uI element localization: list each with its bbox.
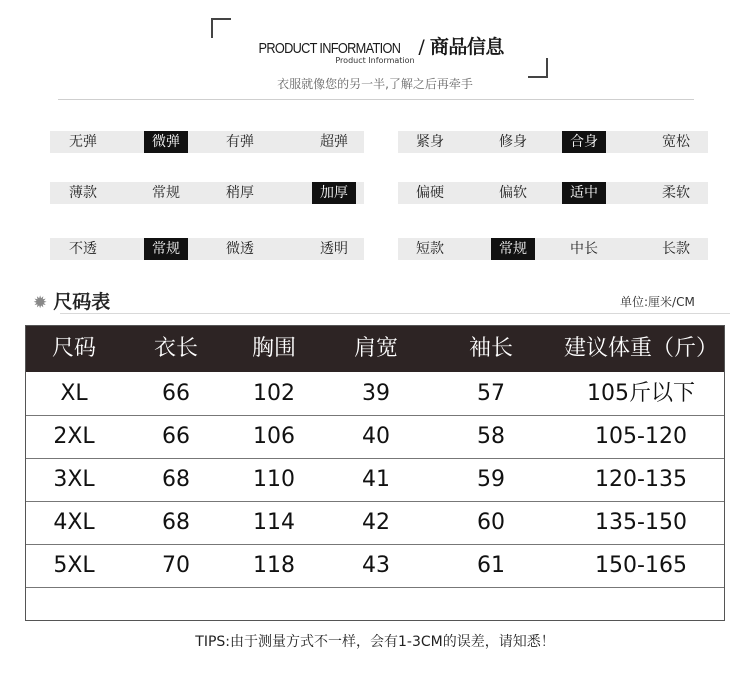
table-cell: 2XL	[53, 424, 95, 449]
attribute-option: 偏软	[499, 185, 527, 201]
size-chart-heading	[33, 287, 110, 314]
attribute-row-right	[0, 238, 750, 260]
table-cell: 105-120	[595, 424, 687, 449]
table-cell: XL	[60, 381, 88, 406]
attribute-row-right	[0, 131, 750, 153]
column-header: 袖长	[468, 336, 513, 361]
table-cell: 4XL	[53, 510, 95, 535]
attribute-option: 短款	[416, 241, 444, 257]
table-cell: 39	[362, 381, 390, 406]
subtitle-english: Product Information	[335, 56, 415, 65]
title-chinese: 商品信息	[429, 36, 504, 58]
table-cell: 3XL	[53, 467, 95, 492]
table-cell: 106	[253, 424, 295, 449]
title-english: PRODUCT INFORMATION	[258, 40, 401, 57]
size-chart-title: 尺码表	[53, 291, 111, 313]
table-cell: 60	[477, 510, 505, 535]
table-cell: 150-165	[595, 553, 687, 578]
header-divider	[58, 99, 694, 100]
table-row	[26, 458, 724, 502]
table-cell: 57	[477, 381, 505, 406]
attribute-option: 长款	[662, 241, 690, 257]
table-cell: 114	[253, 510, 295, 535]
table-cell: 40	[362, 424, 390, 449]
table-cell: 68	[162, 510, 190, 535]
column-header: 肩宽	[353, 336, 398, 361]
attribute-option: 薄款	[69, 185, 97, 201]
size-table	[25, 325, 725, 621]
table-cell: 102	[253, 381, 295, 406]
table-cell: 42	[362, 510, 390, 535]
tagline: 衣服就像您的另一半,了解之后再牵手	[277, 77, 473, 91]
attribute-option: 紧身	[416, 134, 444, 150]
gear-icon: ✹	[33, 293, 48, 313]
table-cell: 118	[253, 553, 295, 578]
column-header: 衣长	[153, 336, 198, 361]
table-cell: 5XL	[53, 553, 95, 578]
table-cell: 135-150	[595, 510, 687, 535]
page-title	[0, 32, 750, 59]
attribute-row-right	[0, 182, 750, 204]
title-separator: /	[412, 36, 430, 58]
table-cell: 58	[477, 424, 505, 449]
attribute-option: 有弹	[226, 134, 254, 150]
size-table-header	[26, 326, 724, 372]
attribute-option: 常规	[152, 185, 180, 201]
table-cell: 43	[362, 553, 390, 578]
attribute-option: 透明	[320, 241, 348, 257]
attribute-option: 柔软	[662, 185, 690, 201]
column-header: 尺码	[51, 336, 96, 361]
table-row	[26, 415, 724, 459]
attribute-option: 微透	[226, 241, 254, 257]
attribute-option: 修身	[499, 134, 527, 150]
unit-label: 单位:厘米/CM	[620, 295, 695, 309]
attribute-option-selected: 常规	[491, 238, 535, 260]
table-row	[26, 501, 724, 545]
attribute-option-selected: 合身	[562, 131, 606, 153]
attribute-option: 无弹	[69, 134, 97, 150]
table-cell: 68	[162, 467, 190, 492]
tips-note: TIPS:由于测量方式不一样，会有1-3CM的误差，请知悉！	[195, 634, 555, 650]
table-row	[26, 544, 724, 588]
attribute-option-selected: 微弹	[144, 131, 188, 153]
table-cell: 59	[477, 467, 505, 492]
attribute-option: 稍厚	[226, 185, 254, 201]
table-cell: 105斤以下	[587, 381, 695, 406]
table-cell: 66	[162, 424, 190, 449]
attribute-option-selected: 加厚	[312, 182, 356, 204]
attribute-option-selected: 常规	[144, 238, 188, 260]
table-row	[26, 372, 724, 416]
attribute-option-selected: 适中	[562, 182, 606, 204]
column-header: 胸围	[251, 336, 296, 361]
table-cell: 110	[253, 467, 295, 492]
table-cell: 41	[362, 467, 390, 492]
attribute-option: 超弹	[320, 134, 348, 150]
section-divider	[60, 313, 730, 314]
attribute-option: 宽松	[662, 134, 690, 150]
attribute-option: 不透	[69, 241, 97, 257]
table-cell: 120-135	[595, 467, 687, 492]
attribute-option: 偏硬	[416, 185, 444, 201]
column-header: 建议体重（斤）	[563, 336, 718, 361]
table-cell: 70	[162, 553, 190, 578]
attribute-option: 中长	[570, 241, 598, 257]
table-cell: 61	[477, 553, 505, 578]
table-cell: 66	[162, 381, 190, 406]
